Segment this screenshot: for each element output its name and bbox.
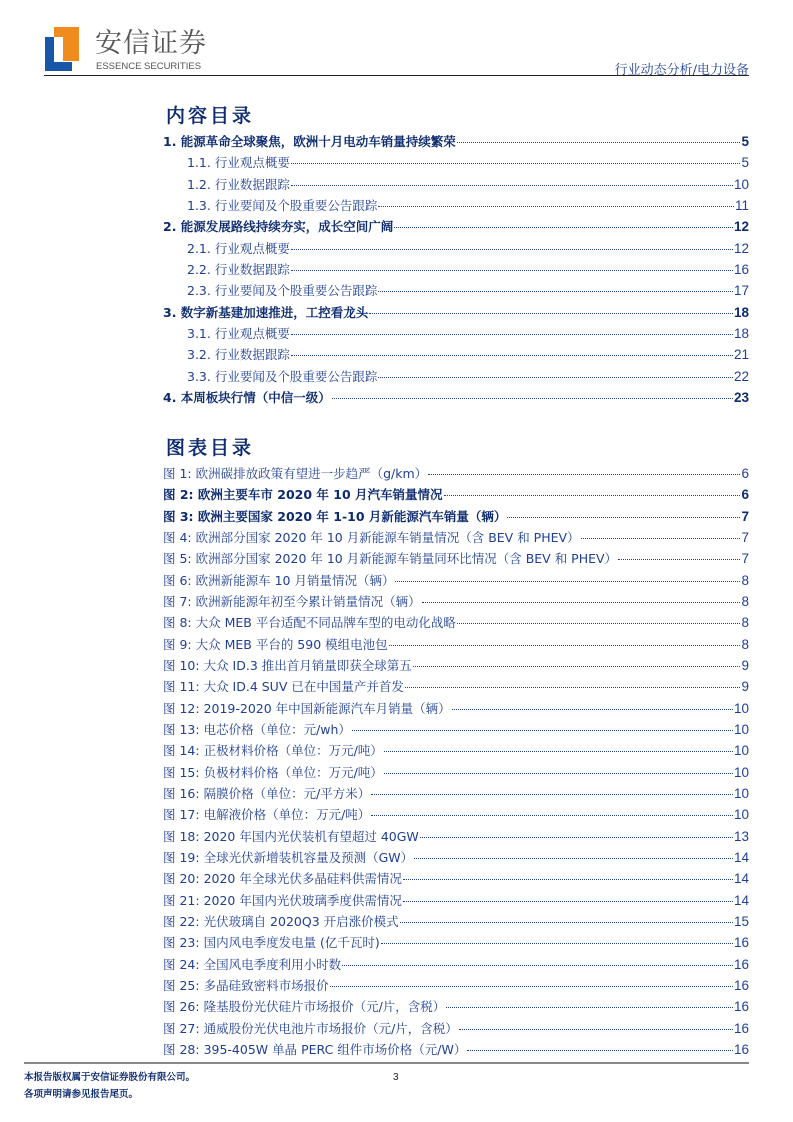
figure-entry-label: 图 18: 2020 年国内光伏装机有望超过 40GW (163, 828, 419, 844)
toc-entry[interactable] (163, 238, 749, 259)
dot-leader (444, 495, 741, 496)
figure-entry-label: 图 25: 多晶硅致密料市场报价 (163, 977, 329, 993)
figure-entry[interactable] (163, 591, 749, 612)
figure-entry-page: 13 (733, 828, 749, 844)
figures-list (163, 463, 749, 1060)
figure-entry[interactable] (163, 996, 749, 1017)
toc-entry-label: 3. 数字新基建加速推进，工控看龙头 (163, 304, 369, 320)
figure-entry[interactable] (163, 506, 749, 527)
dot-leader (507, 517, 740, 518)
figure-entry-label: 图 26: 隆基股份光伏硅片市场报价（元/片，含税） (163, 999, 446, 1015)
figure-entry-label: 图 3: 欧洲主要国家 2020 年 1-10 月新能源汽车销量（辆） (163, 508, 507, 524)
toc-entry[interactable] (163, 323, 749, 344)
dot-leader (291, 270, 733, 271)
dot-leader (342, 965, 733, 966)
brand-name-en: ESSENCE SECURITIES (96, 61, 202, 72)
toc-entry[interactable] (163, 280, 749, 301)
dot-leader (457, 142, 741, 143)
dot-leader (291, 334, 733, 335)
footer-disclaimer: 各项声明请参见报告尾页。 (24, 1089, 139, 1100)
figure-entry-label: 图 10: 大众 ID.3 推出首月销量即获全球第五 (163, 657, 412, 673)
toc-entry-label: 1.1. 行业观点概要 (187, 155, 290, 171)
figure-entry-label: 图 1: 欧洲碳排放政策有望进一步趋严（g/km） (163, 466, 428, 481)
dot-leader (422, 602, 741, 603)
figures-title: 图表目录 (166, 437, 255, 459)
toc-entry-page: 16 (733, 261, 749, 277)
toc-entry-label: 1. 能源革命全球聚焦，欧洲十月电动车销量持续繁荣 (163, 134, 456, 149)
toc-entry[interactable] (163, 302, 749, 323)
toc-entry-label: 2.2. 行业数据跟踪 (187, 261, 290, 277)
figure-entry-page: 7 (741, 551, 749, 567)
toc-entry-label: 4. 本周板块行情（中信一级） (163, 389, 331, 405)
toc-entry[interactable] (163, 131, 749, 152)
dot-leader (291, 185, 733, 186)
dot-leader (452, 709, 733, 710)
figure-entry-label: 图 4: 欧洲部分国家 2020 年 10 月新能源车销量情况（含 BEV 和 PHEV） (163, 529, 580, 545)
page-number: 3 (393, 1072, 399, 1083)
footer-divider (24, 1062, 749, 1064)
dot-leader (384, 751, 733, 752)
figure-entry-page: 8 (741, 615, 749, 631)
toc-entry-page: 5 (741, 155, 749, 171)
dot-leader (405, 687, 741, 688)
figure-entry[interactable] (163, 847, 749, 868)
figure-entry[interactable] (163, 484, 749, 505)
dot-leader (332, 398, 733, 399)
toc-entry-page: 17 (733, 283, 749, 299)
figure-entry-label: 图 8: 大众 MEB 平台适配不同品牌车型的电动化战略 (163, 615, 456, 631)
figure-entry-label: 图 2: 欧洲主要车市 2020 年 10 月汽车销量情况 (163, 487, 443, 503)
footer-copyright: 本报告版权属于安信证券股份有限公司。 (24, 1072, 196, 1083)
figure-entry-page: 14 (733, 871, 749, 887)
dot-leader (378, 206, 734, 207)
figure-entry-page: 16 (733, 999, 749, 1015)
toc-entry-page: 18 (733, 325, 749, 341)
dot-leader (389, 645, 741, 646)
toc-entry-page: 12 (733, 240, 749, 256)
figure-entry-page: 10 (733, 764, 749, 780)
dot-leader (369, 313, 733, 314)
dot-leader (371, 794, 733, 795)
dot-leader (395, 581, 740, 582)
figure-entry[interactable] (163, 570, 749, 591)
toc-entry-page: 18 (733, 304, 749, 320)
figure-entry[interactable] (163, 634, 749, 655)
figure-entry-page: 8 (741, 636, 749, 652)
toc-list (163, 131, 749, 408)
figure-entry-page: 14 (733, 892, 749, 908)
figure-entry-label: 图 27: 通威股份光伏电池片市场报价（元/片，含税） (163, 1020, 458, 1036)
toc-entry-label: 1.2. 行业数据跟踪 (187, 176, 290, 192)
figure-entry-label: 图 23: 国内风电季度发电量 (亿千瓦时) (163, 935, 380, 951)
dot-leader (291, 163, 741, 164)
toc-entry[interactable] (163, 174, 749, 195)
dot-leader (467, 1050, 733, 1051)
toc-entry-page: 5 (741, 134, 749, 149)
figure-entry-page: 16 (733, 935, 749, 951)
toc-entry-label: 3.1. 行业观点概要 (187, 325, 290, 341)
figure-entry-label: 图 15: 负极材料价格（单位：万元/吨） (163, 764, 383, 780)
figure-entry-page: 16 (733, 1041, 749, 1057)
figure-entry[interactable] (163, 890, 749, 911)
figure-entry-page: 9 (741, 679, 749, 695)
figure-entry[interactable] (163, 783, 749, 804)
toc-entry-page: 22 (733, 368, 749, 384)
essence-logo-icon (45, 27, 81, 71)
figure-entry[interactable] (163, 740, 749, 761)
toc-entry[interactable] (163, 387, 749, 408)
figure-entry-page: 10 (733, 785, 749, 801)
figure-entry-label: 图 21: 2020 年国内光伏玻璃季度供需情况 (163, 892, 402, 908)
dot-leader (381, 943, 733, 944)
dot-leader (403, 879, 733, 880)
figure-entry[interactable] (163, 655, 749, 676)
figure-entry-label: 图 28: 395-405W 单晶 PERC 组件市场价格（元/W） (163, 1041, 467, 1057)
figure-entry-label: 图 13: 电芯价格（单位：元/wh） (163, 721, 351, 737)
toc-entry[interactable] (163, 216, 749, 237)
figure-entry-page: 6 (741, 466, 749, 481)
figure-entry-label: 图 12: 2019-2020 年中国新能源汽车月销量（辆） (163, 700, 451, 716)
dot-leader (413, 666, 741, 667)
toc-entry-label: 1.3. 行业要闻及个股重要公告跟踪 (187, 197, 378, 213)
dot-leader (403, 901, 733, 902)
figure-entry-label: 图 22: 光伏玻璃自 2020Q3 开启涨价模式 (163, 913, 399, 929)
dot-leader (618, 559, 740, 560)
figure-entry-page: 16 (733, 956, 749, 972)
figure-entry-page: 16 (733, 977, 749, 993)
toc-entry-label: 3.3. 行业要闻及个股重要公告跟踪 (187, 368, 378, 384)
figure-entry[interactable] (163, 548, 749, 569)
dot-leader (384, 773, 733, 774)
figure-entry[interactable] (163, 954, 749, 975)
figure-entry-page: 10 (733, 700, 749, 716)
figure-entry[interactable] (163, 719, 749, 740)
dot-leader (394, 227, 733, 228)
figure-entry[interactable] (163, 975, 749, 996)
dot-leader (446, 1007, 733, 1008)
dot-leader (330, 986, 733, 987)
dot-leader (352, 730, 733, 731)
toc-entry-label: 2. 能源发展路线持续夯实，成长空间广阔 (163, 219, 394, 235)
dot-leader (291, 249, 733, 250)
dot-leader (428, 474, 740, 475)
dot-leader (420, 837, 733, 838)
report-category: 行业动态分析/电力设备 (614, 63, 749, 78)
figure-entry-label: 图 24: 全国风电季度利用小时数 (163, 956, 342, 972)
toc-entry-label: 3.2. 行业数据跟踪 (187, 347, 290, 363)
figure-entry-label: 图 16: 隔膜价格（单位：元/平方米） (163, 785, 371, 801)
dot-leader (371, 815, 733, 816)
brand-name-cn: 安信证券 (95, 28, 207, 59)
figure-entry-page: 7 (741, 529, 749, 545)
figure-entry-page: 8 (741, 572, 749, 588)
figure-entry-page: 10 (733, 807, 749, 823)
toc-entry[interactable] (163, 344, 749, 365)
figure-entry-label: 图 11: 大众 ID.4 SUV 已在中国量产并首发 (163, 679, 404, 695)
toc-entry[interactable] (163, 152, 749, 173)
dot-leader (414, 858, 733, 859)
dot-leader (459, 1029, 733, 1030)
figure-entry-page: 10 (733, 721, 749, 737)
figure-entry-label: 图 17: 电解液价格（单位：万元/吨） (163, 807, 371, 823)
toc-entry-page: 12 (733, 219, 749, 235)
figure-entry[interactable] (163, 676, 749, 697)
figure-entry-page: 14 (733, 849, 749, 865)
figure-entry-page: 16 (733, 1020, 749, 1036)
figure-entry[interactable] (163, 804, 749, 825)
dot-leader (581, 538, 741, 539)
figure-entry[interactable] (163, 463, 749, 484)
figure-entry-label: 图 19: 全球光伏新增装机容量及预测（GW） (163, 849, 414, 865)
figure-entry-label: 图 6: 欧洲新能源车 10 月销量情况（辆） (163, 572, 395, 588)
figure-entry-label: 图 9: 大众 MEB 平台的 590 模组电池包 (163, 636, 388, 652)
figure-entry[interactable] (163, 1039, 749, 1060)
figure-entry-page: 6 (741, 487, 749, 503)
figure-entry[interactable] (163, 911, 749, 932)
figure-entry[interactable] (163, 527, 749, 548)
toc-entry[interactable] (163, 195, 749, 216)
toc-entry-page: 21 (733, 347, 749, 363)
toc-entry[interactable] (163, 259, 749, 280)
toc-entry-label: 2.1. 行业观点概要 (187, 240, 290, 256)
figure-entry-page: 15 (733, 913, 749, 929)
toc-entry-page: 23 (733, 389, 749, 405)
figure-entry-label: 图 5: 欧洲部分国家 2020 年 10 月新能源车销量同环比情况（含 BEV 和 PHEV） (163, 551, 618, 567)
toc-entry-page: 10 (733, 176, 749, 192)
figure-entry[interactable] (163, 1018, 749, 1039)
figure-entry[interactable] (163, 826, 749, 847)
figure-entry-label: 图 7: 欧洲新能源年初至今累计销量情况（辆） (163, 593, 421, 609)
dot-leader (378, 377, 733, 378)
dot-leader (457, 623, 741, 624)
figure-entry-page: 8 (741, 593, 749, 609)
dot-leader (291, 355, 733, 356)
figure-entry[interactable] (163, 698, 749, 719)
figure-entry[interactable] (163, 762, 749, 783)
figure-entry[interactable] (163, 868, 749, 889)
figure-entry[interactable] (163, 932, 749, 953)
header-divider (44, 75, 749, 76)
toc-entry-page: 11 (734, 197, 749, 213)
figure-entry-page: 10 (733, 743, 749, 759)
figure-entry[interactable] (163, 612, 749, 633)
figure-entry-page: 9 (741, 657, 749, 673)
toc-title: 内容目录 (166, 105, 255, 127)
toc-entry-label: 2.3. 行业要闻及个股重要公告跟踪 (187, 283, 378, 299)
figure-entry-label: 图 14: 正极材料价格（单位：万元/吨） (163, 743, 383, 759)
figure-entry-label: 图 20: 2020 年全球光伏多晶硅料供需情况 (163, 871, 402, 887)
figure-entry-page: 7 (741, 508, 749, 524)
toc-entry[interactable] (163, 366, 749, 387)
dot-leader (378, 291, 733, 292)
dot-leader (400, 922, 733, 923)
